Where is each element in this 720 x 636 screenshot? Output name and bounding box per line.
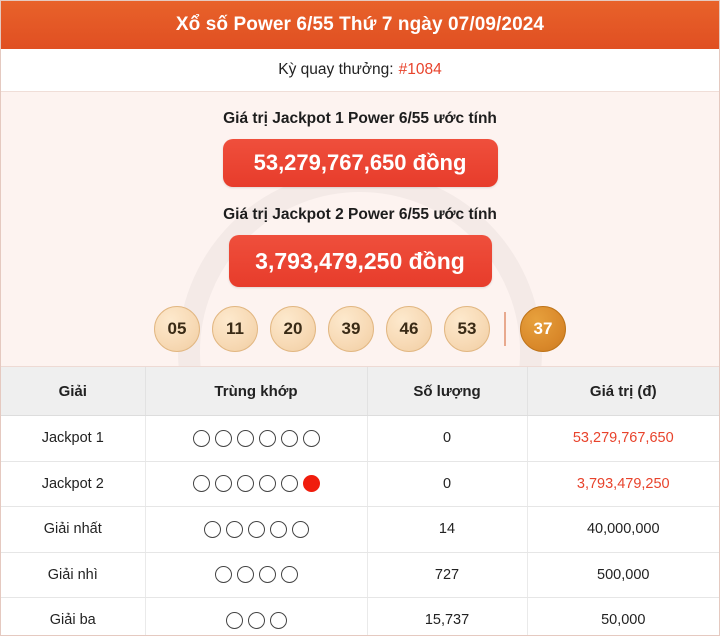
number-ball: 05 xyxy=(154,306,200,352)
match-pattern-cell xyxy=(145,598,367,636)
table-row xyxy=(1,598,719,636)
match-circle xyxy=(215,430,232,447)
match-pattern-cell xyxy=(145,507,367,553)
prize-table-body xyxy=(1,416,719,636)
table-row xyxy=(1,461,719,507)
jackpot2-label: Giá trị Jackpot 2 Power 6/55 ước tính xyxy=(223,206,497,223)
column-header-prize: Giải xyxy=(1,367,145,416)
jackpot1-label: Giá trị Jackpot 1 Power 6/55 ước tính xyxy=(223,110,497,127)
page-title: Xổ số Power 6/55 Thứ 7 ngày 07/09/2024 xyxy=(1,1,719,49)
quantity-cell: 0 xyxy=(367,416,527,462)
prize-value-cell: 50,000 xyxy=(601,612,646,629)
match-circle xyxy=(270,521,287,538)
ball-divider xyxy=(504,312,506,346)
prize-value-cell: 500,000 xyxy=(527,552,719,598)
table-row xyxy=(1,552,719,598)
match-circle xyxy=(259,566,276,583)
match-circle xyxy=(281,475,298,492)
match-circles xyxy=(147,430,366,447)
match-circle xyxy=(237,566,254,583)
table-header-row xyxy=(1,367,719,416)
jackpot2-amount: 3,793,479,250 đồng xyxy=(229,235,492,287)
quantity-cell: 14 xyxy=(367,507,527,553)
match-circle xyxy=(281,430,298,447)
quantity-cell: 15,737 xyxy=(367,598,527,636)
match-circle xyxy=(292,521,309,538)
jackpot1-amount: 53,279,767,650 đồng xyxy=(223,139,498,187)
prize-name-cell: Jackpot 1 xyxy=(1,416,145,462)
match-circle-special xyxy=(303,475,320,492)
match-circle xyxy=(226,612,243,629)
match-circle xyxy=(281,566,298,583)
draw-id-row xyxy=(1,49,719,92)
match-circle xyxy=(237,430,254,447)
draw-id-label: Kỳ quay thưởng: xyxy=(278,61,394,78)
match-circles xyxy=(147,566,366,583)
prize-name-cell: Giải nhất xyxy=(1,507,145,553)
number-ball: 39 xyxy=(328,306,374,352)
draw-id-value: #1084 xyxy=(398,61,442,78)
match-circle xyxy=(193,475,210,492)
table-row xyxy=(1,507,719,553)
match-circle xyxy=(248,521,265,538)
winning-numbers xyxy=(1,306,719,352)
match-circle xyxy=(259,430,276,447)
match-circle xyxy=(237,475,254,492)
match-circles xyxy=(147,475,366,492)
match-circle xyxy=(193,430,210,447)
match-circle xyxy=(215,566,232,583)
match-circles xyxy=(147,612,366,629)
match-pattern-cell xyxy=(145,552,367,598)
column-header-quantity: Số lượng xyxy=(367,367,527,416)
prize-value-cell: 3,793,479,250 xyxy=(527,461,719,507)
number-ball: 53 xyxy=(444,306,490,352)
number-ball: 46 xyxy=(386,306,432,352)
match-circle xyxy=(259,475,276,492)
quantity-cell: 727 xyxy=(367,552,527,598)
prize-name-cell: Giải ba xyxy=(1,598,145,636)
column-header-match: Trùng khớp xyxy=(145,367,367,416)
jackpot-panel xyxy=(1,92,719,367)
match-circle xyxy=(215,475,232,492)
table-row xyxy=(1,416,719,462)
match-circle xyxy=(270,612,287,629)
special-number-ball: 37 xyxy=(520,306,566,352)
match-circle xyxy=(303,430,320,447)
number-ball: 20 xyxy=(270,306,316,352)
match-pattern-cell xyxy=(145,416,367,462)
prize-name-cell: Jackpot 2 xyxy=(1,461,145,507)
prize-table xyxy=(1,367,719,636)
match-circle xyxy=(226,521,243,538)
number-ball: 11 xyxy=(212,306,258,352)
prize-value-cell: 53,279,767,650 xyxy=(527,416,719,462)
prize-value-cell: 40,000,000 xyxy=(527,507,719,553)
prize-name-cell: Giải nhì xyxy=(1,552,145,598)
quantity-cell: 0 xyxy=(367,461,527,507)
column-header-value: Giá trị (đ) xyxy=(527,367,719,416)
match-circle xyxy=(204,521,221,538)
match-circles xyxy=(147,521,366,538)
match-circle xyxy=(248,612,265,629)
match-pattern-cell xyxy=(145,461,367,507)
